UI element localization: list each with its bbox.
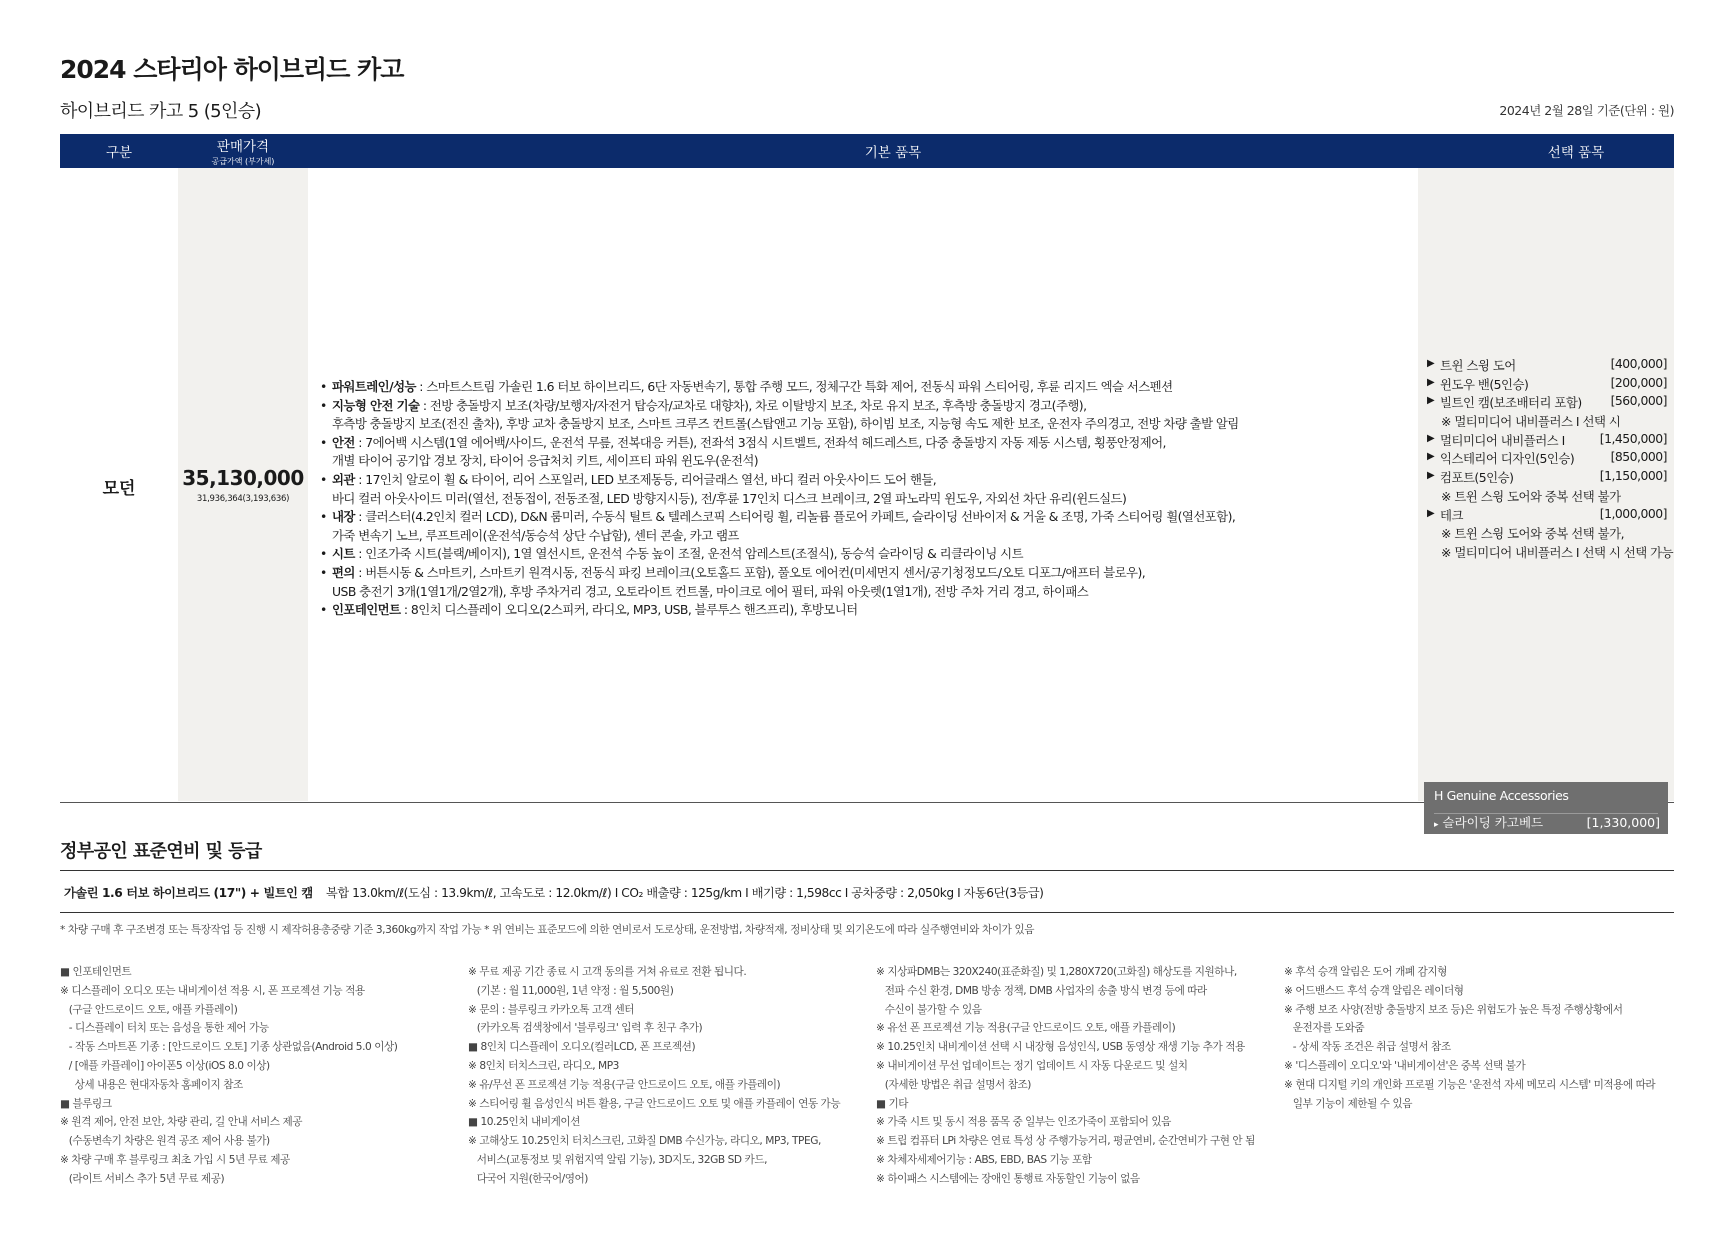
note-line: ※ 무료 제공 기간 종료 시 고객 동의를 거쳐 유료로 전환 됩니다. — [468, 966, 747, 978]
basic-item — [318, 471, 1408, 508]
bullet-icon: • — [320, 564, 327, 580]
basic-item — [318, 545, 1408, 564]
trim-name: 모던 — [102, 479, 136, 499]
option-item — [1427, 393, 1667, 412]
note-line: (구글 안드로이드 오토, 애플 카플레이) — [60, 1003, 238, 1016]
note-line: ※ 유선 폰 프로젝션 기능 적용(구글 안드로이드 오토, 애플 카플레이) — [876, 1022, 1176, 1035]
basic-item-continuation: USB 충전기 3개(1열1개/2열2개), 후방 주차거리 경고, 오토라이트 컨트롤, 마이크로 에어 필터, 파워 아웃렛(1열1개), 전방 주차 거리 경고, 하이패스 — [332, 583, 1089, 599]
fuel-spec: 복합 13.0km/ℓ(도심 : 13.9km/ℓ, 고속도로 : 12.0km/ℓ) I CO₂ 배출량 : 125g/km I 배기량 : 1,598cc I 공차중량 : 2,050kg I 자동6단(3등급) — [326, 886, 1044, 900]
option-item-name: 멀티미디어 내비플러스 I — [1440, 432, 1565, 448]
note-line: ※ 주행 보조 사양(전방 충돌방지 보조 등)은 위험도가 높은 특정 주행상황에서 — [1284, 1003, 1623, 1016]
bullet-icon: • — [320, 602, 327, 618]
header-price-sub: 공급가액 (부가세) — [211, 157, 275, 166]
option-item-price: [1,000,000] — [1599, 505, 1667, 521]
basic-item-continuation: 가죽 변속기 노브, 루프트레이(운전석/동승석 상단 수납함), 센터 콘솔, 카고 램프 — [332, 527, 739, 543]
basic-item-label: 외관 — [332, 471, 355, 487]
accessories-box — [1424, 782, 1668, 834]
accessories-title: H Genuine Accessories — [1434, 788, 1569, 803]
fuel-section-title: 정부공인 표준연비 및 등급 — [60, 841, 262, 862]
note-line: ■ 10.25인치 내비게이션 — [468, 1116, 580, 1129]
note-line: ※ 트립 컴퓨터 LPi 차량은 연료 특성 상 주행가능거리, 평균연비, 순간연비가 구현 안 됨 — [876, 1135, 1255, 1148]
note-line: 상세 내용은 현대자동차 홈페이지 참조 — [60, 1078, 243, 1091]
note-line: (카카오톡 검색창에서 '블루링크' 입력 후 친구 추가) — [468, 1022, 703, 1035]
note-line: ※ 차량 구매 후 블루링크 최초 가입 시 5년 무료 제공 — [60, 1153, 290, 1166]
basic-item — [318, 378, 1408, 397]
note-line: (라이트 서비스 추가 5년 무료 제공) — [60, 1172, 225, 1185]
table-body — [60, 168, 1674, 830]
option-items-list — [1427, 356, 1674, 562]
option-item-price: [1,450,000] — [1599, 430, 1667, 446]
option-item-price: [850,000] — [1610, 449, 1667, 465]
basic-item-text: : 전방 충돌방지 보조(차량/보행자/자전거 탑승자/교차로 대향차), 차로 이탈방지 보조, 차로 유지 보조, 후측방 충돌방지 경고(주행), — [419, 397, 1087, 413]
bullet-icon: • — [320, 546, 327, 562]
notes-column-1 — [60, 963, 397, 1189]
note-line: ※ 고해상도 10.25인치 터치스크린, 고화질 DMB 수신가능, 라디오, MP3, TPEG, — [468, 1135, 821, 1148]
bullet-icon: • — [320, 397, 327, 413]
basic-item-continuation: 후측방 충돌방지 보조(전진 출차), 후방 교차 충돌방지 보조, 스마트 크루즈 컨트롤(스탑앤고 기능 포함), 하이빔 보조, 지능형 속도 제한 보조, 운전자 주의경고, 전방 차량 출발 알림 — [332, 416, 1239, 432]
accessories-item — [1434, 814, 1660, 832]
triangle-right-icon: ▶ — [1427, 451, 1435, 463]
basic-item-text: : 인조가죽 시트(블랙/베이지), 1열 열선시트, 운전석 수동 높이 조절, 운전석 암레스트(조절식), 동승석 슬라이딩 & 리클라이닝 시트 — [354, 546, 1023, 562]
accessories-item-name: 슬라이딩 카고베드 — [1442, 815, 1544, 830]
note-line: ※ 하이패스 시스템에는 장애인 통행료 자동할인 기능이 없음 — [876, 1172, 1140, 1185]
triangle-right-icon: ▶ — [1427, 376, 1435, 388]
note-line: - 작동 스마트폰 기종 : [안드로이드 오토] 기종 상관없음(Android 5.0 이상) — [60, 1041, 398, 1054]
header-option: 선택 품목 — [1547, 145, 1605, 161]
option-note: ※ 멀티미디어 내비플러스 I 선택 시 선택 가능 — [1441, 544, 1674, 560]
note-line: ※ 차체자세제어기능 : ABS, EBD, BAS 기능 포함 — [876, 1153, 1092, 1166]
triangle-right-icon: ▶ — [1427, 432, 1435, 444]
option-item — [1427, 449, 1667, 468]
note-line: 전파 수신 환경, DMB 방송 정책, DMB 사업자의 송출 방식 변경 등에 따라 — [876, 984, 1207, 997]
note-line: / [애플 카플레이] 아이폰5 이상(iOS 8.0 이상) — [60, 1059, 270, 1072]
bullet-icon: • — [320, 471, 327, 487]
note-line: 일부 기능이 제한될 수 있음 — [1284, 1097, 1413, 1110]
basic-item-label: 인포테인먼트 — [332, 602, 401, 618]
basic-item — [318, 601, 1408, 620]
notes-column-4 — [1284, 963, 1655, 1113]
option-item-name: 테크 — [1440, 507, 1463, 523]
basic-item-label: 편의 — [332, 564, 355, 580]
basic-item-text: : 8인치 디스플레이 오디오(2스피커, 라디오, MP3, USB, 블루투스 핸즈프리), 후방모니터 — [400, 602, 858, 618]
basic-item-label: 내장 — [332, 509, 355, 525]
option-item — [1427, 506, 1667, 525]
basic-item — [318, 564, 1408, 601]
basic-item-label: 파워트레인/성능 — [332, 379, 416, 394]
note-line: - 상세 작동 조건은 취급 설명서 참조 — [1284, 1041, 1451, 1054]
basic-item-label: 안전 — [332, 434, 355, 450]
note-line: ※ 현대 디지털 키의 개인화 프로필 기능은 '운전석 자세 메모리 시스템' 미적용에 따라 — [1284, 1078, 1656, 1091]
basic-item-text: : 17인치 알로이 휠 & 타이어, 리어 스포일러, LED 보조제동등, 리어글래스 열선, 바디 컬러 아웃사이드 도어 핸들, — [354, 471, 937, 487]
option-item — [1427, 431, 1667, 450]
note-line: ※ '디스플레이 오디오'와 '내비게이션'은 중복 선택 불가 — [1284, 1059, 1526, 1072]
basic-item — [318, 397, 1408, 434]
note-line: ■ 인포테인먼트 — [60, 966, 132, 978]
option-item-price: [400,000] — [1610, 356, 1667, 371]
option-item — [1427, 468, 1667, 487]
basic-item-continuation: 바디 컬러 아웃사이드 미러(열선, 전동접이, 전동조절, LED 방향지시등), 전/후륜 17인치 디스크 브레이크, 2열 파노라믹 윈도우, 자외선 차단 유리(윈드실드) — [332, 490, 1127, 506]
fuel-model: 가솔린 1.6 터보 하이브리드 (17") + 빌트인 캠 — [64, 886, 313, 900]
note-line: ※ 디스플레이 오디오 또는 내비게이션 적용 시, 폰 프로젝션 기능 적용 — [60, 984, 365, 997]
triangle-right-icon: ▶ — [1427, 507, 1435, 519]
accessories-item-price: [1,330,000] — [1586, 815, 1660, 830]
option-item-name: 트윈 스윙 도어 — [1440, 358, 1516, 373]
header-price: 판매가격 공급가액 (부가세) — [211, 139, 275, 166]
note-line: ※ 원격 제어, 안전 보안, 차량 관리, 길 안내 서비스 제공 — [60, 1116, 303, 1129]
option-item-name: 윈도우 밴(5인승) — [1440, 376, 1529, 392]
price-table — [60, 134, 1674, 830]
option-item-price: [1,150,000] — [1599, 468, 1667, 484]
note-line: (자세한 방법은 취급 설명서 참조) — [876, 1078, 1031, 1091]
note-line: - 디스플레이 터치 또는 음성을 통한 제어 가능 — [60, 1022, 269, 1035]
notes-column-2 — [468, 963, 840, 1189]
note-line: ※ 스티어링 휠 음성인식 버튼 활용, 구글 안드로이드 오토 및 애플 카플레이 연동 가능 — [468, 1097, 841, 1110]
basic-item-text: : 스마트스트림 가솔린 1.6 터보 하이브리드, 6단 자동변속기, 통합 주행 모드, 정체구간 특화 제어, 전동식 파워 스티어링, 후륜 리지드 엑슬 서스펜션 — [415, 379, 1173, 394]
note-line: 서비스(교통정보 및 위험지역 알림 기능), 3D지도, 32GB SD 카드, — [468, 1153, 768, 1166]
footnote: * 차량 구매 후 구조변경 또는 특장작업 등 진행 시 제작허용총중량 기준 3,360kg까지 작업 가능 * 위 연비는 표준모드에 의한 연비로서 도로상태, 운전방법, 차량적재, 정비상태 및 외기온도에 따라 실주행연비와 차이가 있음 — [60, 924, 1035, 936]
basic-item-text: : 버튼시동 & 스마트키, 스마트키 원격시동, 전동식 파킹 브레이크(오토홀드 포함), 풀오토 에어컨(미세먼지 센서/공기청정모드/오토 디포그/애프터 블로우), — [354, 564, 1146, 580]
triangle-right-icon: ▶ — [1427, 470, 1435, 482]
basic-item-continuation: 개별 타이어 공기압 경보 장치, 타이어 응급처치 키트, 세이프티 파워 윈도우(운전석) — [332, 453, 759, 469]
table-header — [60, 134, 1674, 168]
note-line: ※ 가죽 시트 및 동시 적용 품목 중 일부는 인조가죽이 포함되어 있음 — [876, 1116, 1171, 1129]
note-line: ■ 기타 — [876, 1097, 909, 1110]
note-line: (기본 : 월 11,000원, 1년 약정 : 월 5,500원) — [468, 984, 674, 997]
basic-item — [318, 508, 1408, 545]
note-line: ※ 문의 : 블루링크 카카오톡 고객 센터 — [468, 1003, 635, 1016]
bullet-icon: • — [320, 379, 327, 394]
option-item-price: [560,000] — [1610, 393, 1667, 409]
option-note: ※ 트윈 스윙 도어와 중복 선택 불가, — [1441, 526, 1625, 542]
note-line: ※ 10.25인치 내비게이션 선택 시 내장형 음성인식, USB 동영상 재생 기능 추가 적용 — [876, 1041, 1245, 1054]
note-line: ■ 8인치 디스플레이 오디오(컬러LCD, 폰 프로젝션) — [468, 1041, 696, 1054]
option-item-name: 컴포트(5인승) — [1440, 470, 1514, 486]
option-item-price: [200,000] — [1610, 374, 1667, 390]
bullet-icon: • — [320, 434, 327, 450]
basic-item-text: : 클러스터(4.2인치 컬러 LCD), D&N 룸미러, 수동식 틸트 & 텔레스코픽 스티어링 휠, 리놀륨 플로어 카페트, 슬라이딩 선바이저 & 거울 & 조명, 가죽 스티어링 휠(열선포함), — [354, 509, 1236, 525]
page-subtitle: 하이브리드 카고 5 (5인승) — [60, 101, 262, 122]
note-line: ※ 지상파DMB는 320X240(표준화질) 및 1,280X720(고화질) 해상도를 지원하나, — [876, 966, 1237, 978]
basic-item-label: 지능형 안전 기술 — [332, 397, 420, 413]
price-value: 35,130,000 — [182, 466, 304, 490]
note-line: ■ 블루링크 — [60, 1097, 112, 1110]
note-line: 다국어 지원(한국어/영어) — [468, 1172, 588, 1185]
basic-item — [318, 434, 1408, 471]
option-item-name: 익스테리어 디자인(5인승) — [1440, 451, 1575, 467]
option-note: ※ 멀티미디어 내비플러스 I 선택 시 — [1441, 414, 1621, 430]
page-title: 2024 스타리아 하이브리드 카고 — [60, 55, 404, 84]
note-line: ※ 어드밴스드 후석 승객 알림은 레이더형 — [1284, 984, 1464, 997]
note-line: ※ 후석 승객 알림은 도어 개폐 감지형 — [1284, 966, 1447, 978]
option-item — [1427, 356, 1667, 375]
price-supply-value: 31,936,364(3,193,636) — [196, 494, 290, 504]
option-item — [1427, 375, 1667, 394]
note-line: 운전자를 도와줌 — [1284, 1022, 1365, 1035]
header-basic: 기본 품목 — [864, 145, 922, 161]
date-note: 2024년 2월 28일 기준(단위 : 원) — [1499, 103, 1674, 118]
fuel-table — [60, 870, 1674, 913]
triangle-right-icon: ▸ — [1434, 820, 1439, 830]
basic-item-label: 시트 — [332, 546, 355, 562]
bullet-icon: • — [320, 509, 327, 525]
header-gubun: 구분 — [105, 145, 133, 161]
note-line: (수동변속기 차량은 원격 공조 제어 사용 불가) — [60, 1135, 270, 1148]
triangle-right-icon: ▶ — [1427, 395, 1435, 407]
triangle-right-icon: ▶ — [1427, 358, 1435, 369]
note-line: ※ 8인치 터치스크린, 라디오, MP3 — [468, 1059, 619, 1072]
notes-column-3 — [876, 963, 1255, 1189]
note-line: ※ 유/무선 폰 프로젝션 기능 적용(구글 안드로이드 오토, 애플 카플레이) — [468, 1078, 781, 1091]
basic-item-text: : 7에어백 시스템(1열 에어백/사이드, 운전석 무릎, 전복대응 커튼), 전좌석 3점식 시트벨트, 전좌석 헤드레스트, 다중 충돌방지 자동 제동 시스템, 횡풍안정제어, — [354, 434, 1166, 450]
basic-items-list — [318, 378, 1408, 620]
note-line: ※ 내비게이션 무선 업데이트는 정기 업데이트 시 자동 다운로드 및 설치 — [876, 1059, 1188, 1072]
option-note: ※ 트윈 스윙 도어와 중복 선택 불가 — [1441, 488, 1621, 504]
note-line: 수신이 불가할 수 있음 — [876, 1003, 982, 1016]
option-item-name: 빌트인 캠(보조배터리 포함) — [1440, 395, 1582, 411]
